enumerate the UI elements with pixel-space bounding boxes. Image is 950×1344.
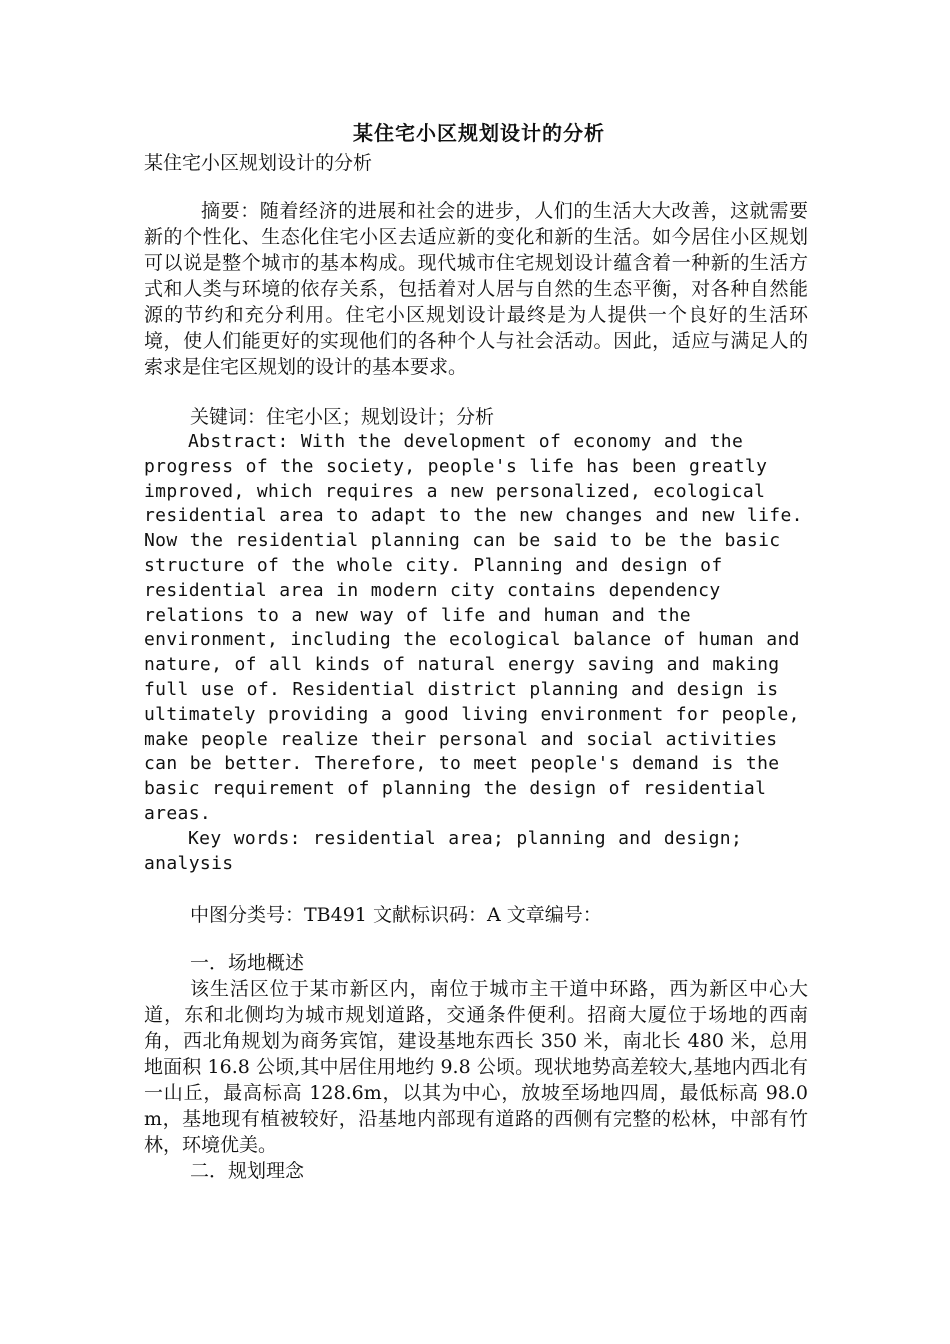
keywords-english: Key words: residential area; planning and design; analysis: [144, 827, 743, 874]
classification-line: 中图分类号：TB491 文献标识码：A 文章编号：: [190, 904, 602, 927]
section-2-heading: 二．规划理念: [190, 1160, 305, 1183]
keywords-chinese: 关键词：住宅小区；规划设计；分析: [190, 406, 495, 428]
section-1-heading: 一．场地概述: [190, 952, 305, 975]
section-1-body: 该生活区位于某市新区内，南位于城市主干道中环路，西为新区中心大道，东和北侧均为城市规划道路，交通条件便利。招商大厦位于场地的西南角，西北角规划为商务宾馆，建设基地东西长 350 米，南北长 480 米，总用地面积 16.8 公顷,其中居住用地约 9.8 公顷。现状地势高差较大,基地内西北有一山丘，最高标高 128.6m，以其为中心，放坡至场地四周，最低标高 98.0m，基地现有植被较好，沿基地内部现有道路的西侧有完整的松林，中部有竹林，环境优美。: [144, 978, 808, 1157]
document-title: 某住宅小区规划设计的分析: [353, 121, 605, 145]
document-page: [144, 118, 808, 1184]
document-subtitle: 某住宅小区规划设计的分析: [144, 152, 373, 174]
abstract-english: Abstract: With the development of economy and the progress of the society, people's life has been greatly improved, which requires a new personalized, ecological residential area to adapt to the new changes and new life. Now the residential planning can be said to be the basic structure of the whole city. Planning and design of residential area in modern city contains dependency relations to a new way of life and human and the environment, including the ecological balance of human and nature, of all kinds of natural energy saving and making full use of. Residential district planning and design is ultimately providing a good living environment for people, make people realize their personal and social activities can be better. Therefore, to meet people's demand is the basic requirement of planning the design of residential areas.: [144, 431, 803, 824]
abstract-chinese: 摘要：随着经济的进展和社会的进步，人们的生活大大改善，这就需要新的个性化、生态化住宅小区去适应新的变化和新的生活。如今居住小区规划可以说是整个城市的基本构成。现代城市住宅规划设计蕴含着一种新的生活方式和人类与环境的依存关系，包括着对人居与自然的生态平衡，对各种自然能源的节约和充分利用。住宅小区规划设计最终是为人提供一个良好的生活环境，使人们能更好的实现他们的各种个人与社会活动。因此，适应与满足人的索求是住宅区规划的设计的基本要求。: [144, 200, 808, 378]
